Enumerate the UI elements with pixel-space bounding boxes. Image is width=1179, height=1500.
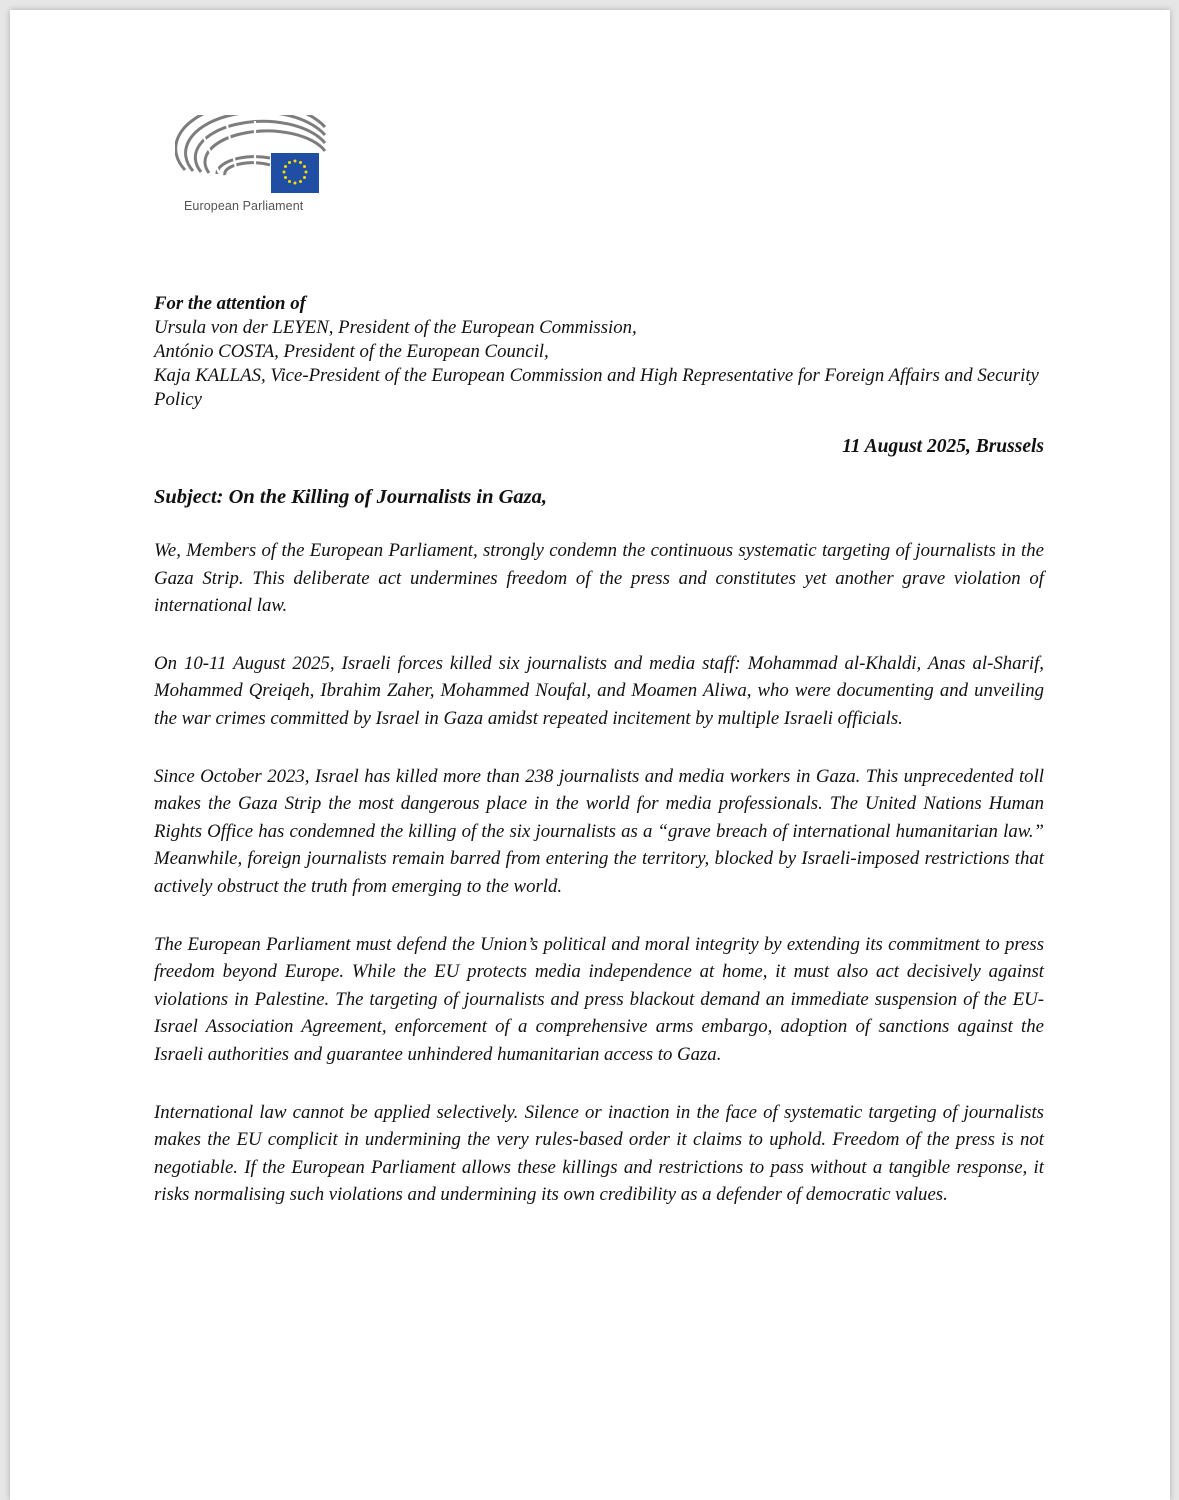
body-paragraph: On 10-11 August 2025, Israeli forces killed six journalists and media staff: Mohammad al-Khaldi, Anas al-Sharif, Mohammed Qreiqeh, Ibrahim Zaher, Mohammed Noufal, and Moamen Aliwa, who were documenting and unveiling the war crimes committed by Israel in Gaza amidst repeated incitement by multiple Israeli officials. bbox=[154, 652, 1044, 729]
attention-heading: For the attention of bbox=[154, 293, 306, 314]
letter-date: 11 August 2025, Brussels bbox=[842, 436, 1044, 457]
body-paragraph: International law cannot be applied selectively. Silence or inaction in the face of systematic targeting of journalists makes the EU complicit in undermining the very rules-based order it claims to uphold. Freedom of the press is not negotiable. If the European Parliament allows these killings and restrictions to pass without a tangible response, it risks normalising such violations and undermining its own credibility as a defender of democratic values. bbox=[154, 1101, 1044, 1206]
recipient-line: António COSTA, President of the European Council, bbox=[154, 341, 549, 362]
letter-body bbox=[154, 292, 1044, 1209]
logo-caption: European Parliament bbox=[184, 199, 304, 213]
body-paragraph: The European Parliament must defend the Union’s political and moral integrity by extending its commitment to press freedom beyond Europe. While the EU protects media independence at home, it must also act decisively against violations in Palestine. The targeting of journalists and press blackout demand an immediate suspension of the EU-Israel Association Agreement, enforcement of a comprehensive arms embargo, adoption of sanctions against the Israeli authorities and guarantee unhindered humanitarian access to Gaza. bbox=[154, 933, 1044, 1065]
letter-page bbox=[10, 10, 1170, 1500]
body-paragraph: Since October 2023, Israel has killed more than 238 journalists and media workers in Gaza. This unprecedented toll makes the Gaza Strip the most dangerous place in the world for media professionals. The United Nations Human Rights Office has condemned the killing of the six journalists as a “grave breach of international humanitarian law.” Meanwhile, foreign journalists remain barred from entering the territory, blocked by Israeli-imposed restrictions that actively obstruct the truth from emerging to the world. bbox=[154, 765, 1044, 897]
hemicycle-flag-icon bbox=[175, 115, 335, 195]
body-paragraph: We, Members of the European Parliament, strongly condemn the continuous systematic targeting of journalists in the Gaza Strip. This deliberate act undermines freedom of the press and constitutes yet another grave violation of international law. bbox=[154, 540, 1044, 617]
recipient-line: Kaja KALLAS, Vice-President of the European Commission and High Representative for Foreign Affairs and Security Policy bbox=[154, 365, 1039, 410]
letter-subject: Subject: On the Killing of Journalists in Gaza, bbox=[154, 486, 548, 508]
recipient-line: Ursula von der LEYEN, President of the European Commission, bbox=[154, 317, 637, 338]
